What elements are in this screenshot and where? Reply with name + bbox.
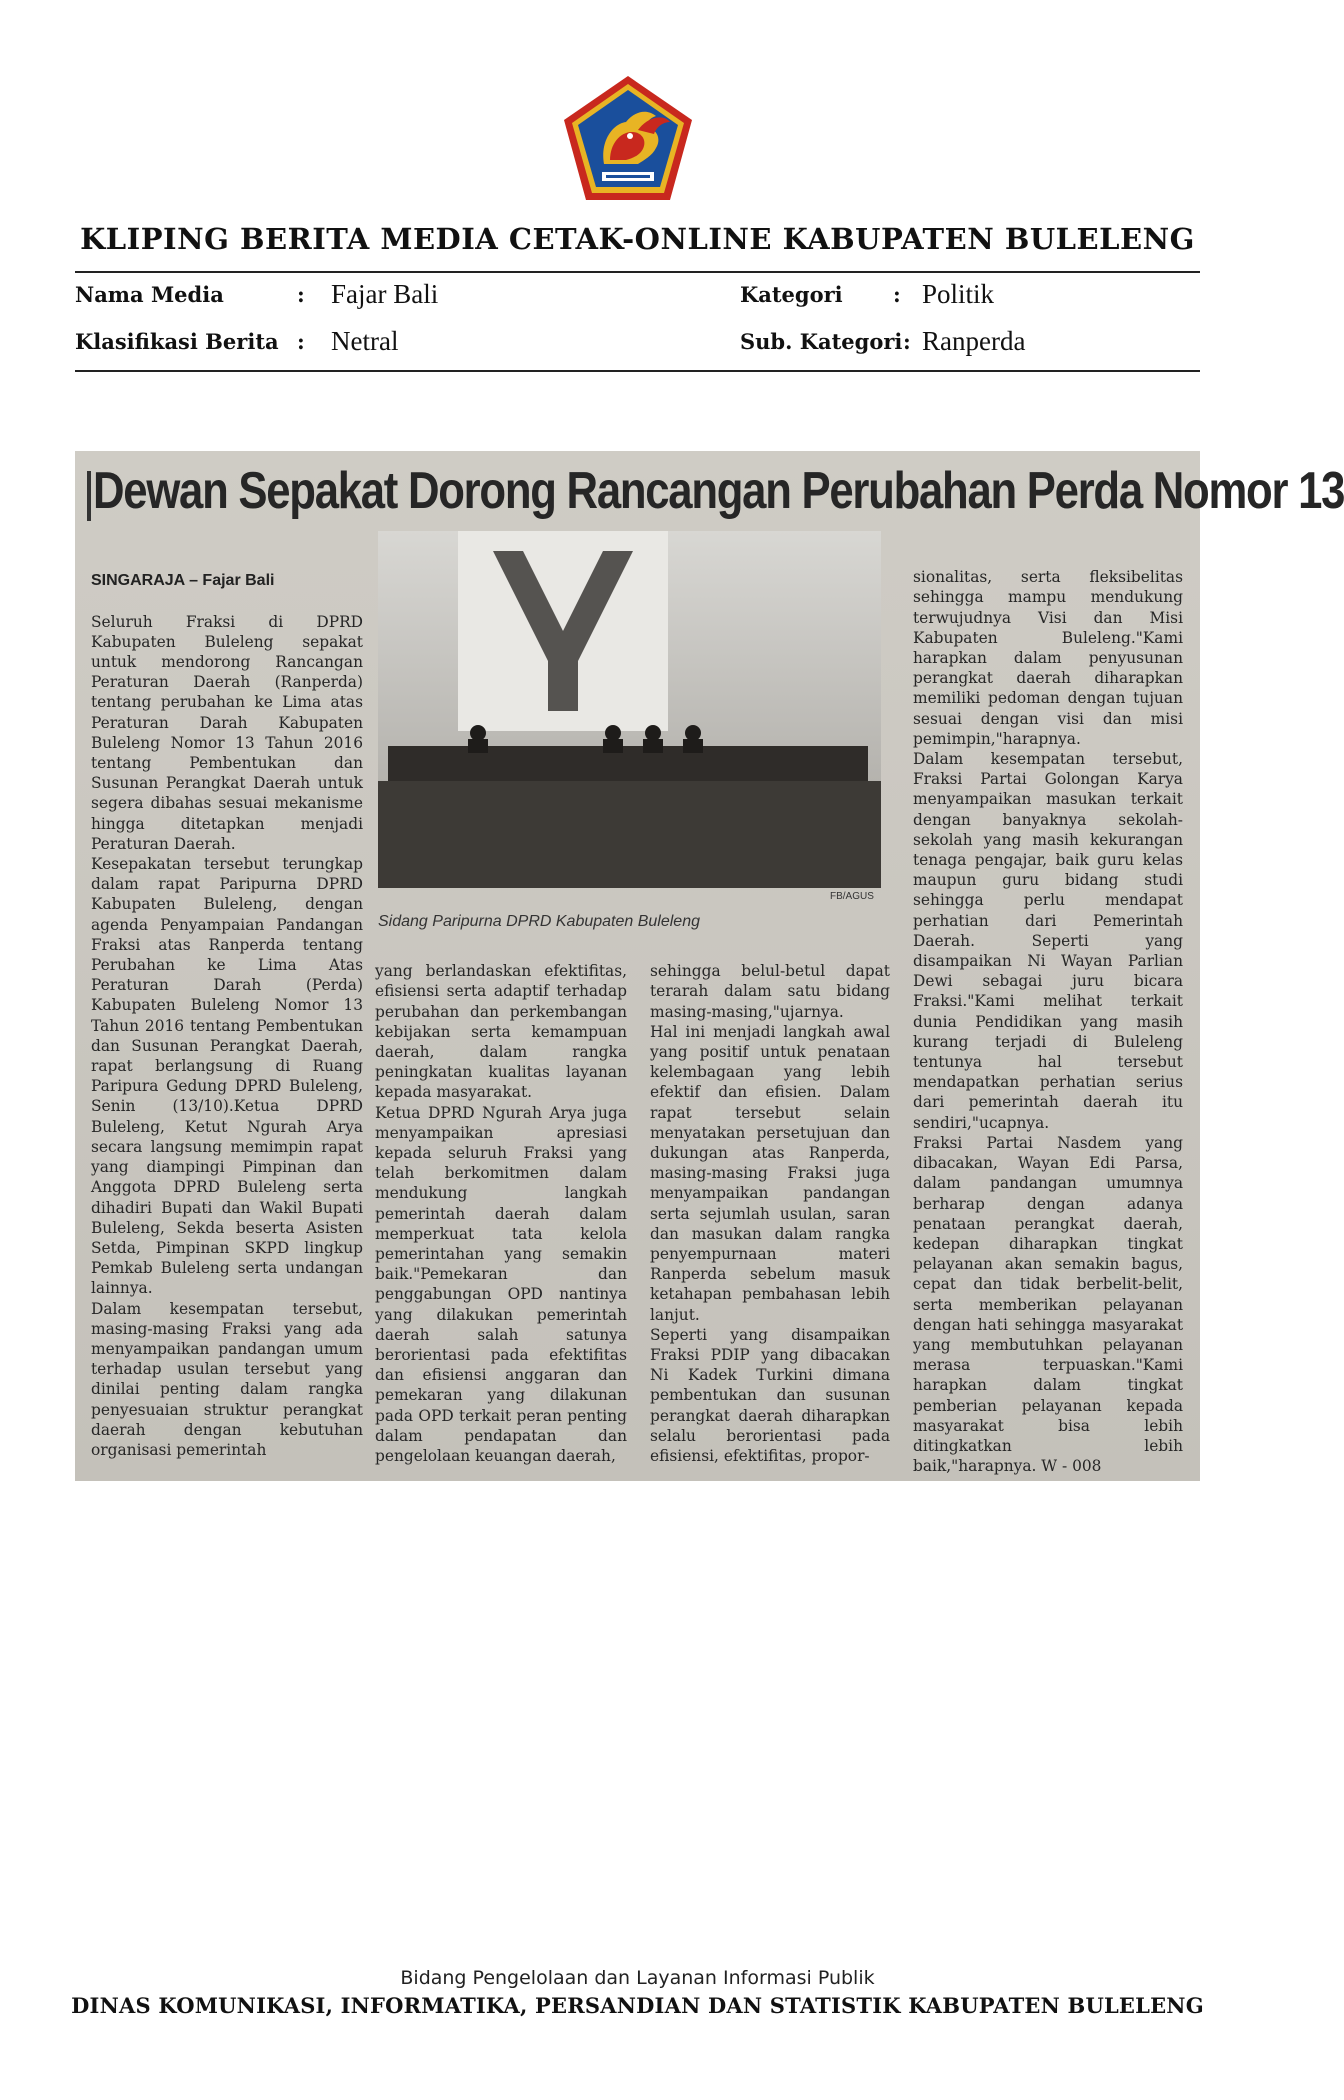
article-column-1-text: Seluruh Fraksi di DPRD Kabupaten Buleleng sepakat untuk mendorong Rancangan Peraturan Daerah (Ranperda) tentang perubahan ke Lima atas Peraturan Darah Kabupaten Buleleng Nomor 13 Tahun 2016 tentang Pembentukan dan Susunan Perangkat Daerah untuk segera dibahas sesuai mekanisme hingga ditetapkan menjadi Peraturan Daerah. Kesepakatan tersebut terungkap dalam rapat Paripurna DPRD Kabupaten Buleleng, dengan agenda Penyampaian Pandangan Fraksi atas Ranperda tentang Perubahan ke Lima Atas Peraturan Darah (Perda) Kabupaten Buleleng Nomor 13 Tahun 2016 tentang Pembentukan dan Susunan Perangkat Daerah, rapat berlangsung di Ruang Paripura Gedung DPRD Buleleng, Senin (13/10).Ketua DPRD Buleleng, Ketut Ngurah Arya secara langsung memimpin rapat yang diampingi Pimpinan dan Anggota DPRD Buleleng serta dihadiri Bupati dan Wakil Bupati Buleleng, Sekda beserta Asisten Setda, Pimpinan SKPD lingkup Pemkab Buleleng serta undangan lainnya. Dalam kesempatan tersebut, masing-masing Fraksi yang ada menyampaikan pandangan umum terhadap usulan tersebut yang dinilai penting dalam rangka penyesuaian struktur perangkat daerah dengan kebutuhan organisasi pemerintah [91, 612, 363, 1459]
meta-sub-kategori-value [922, 326, 1025, 357]
meta-colon: : [297, 282, 305, 307]
article-column-1 [91, 551, 363, 1476]
meta-sub-kategori-colon [903, 328, 911, 356]
meta-value: Netral [331, 326, 399, 356]
meta-nama-media [75, 281, 224, 309]
meta-sub-kategori [740, 328, 902, 356]
meta-label: Kategori [740, 282, 843, 307]
newspaper-clipping [75, 451, 1344, 1481]
article-headline: Dewan Sepakat Dorong Rancangan Perubahan Perda Nomor 13 [93, 462, 1344, 520]
article-photo [378, 531, 881, 888]
article-column-4 [913, 547, 1183, 1476]
meta-nama-media-value [331, 279, 438, 310]
meta-value: Politik [922, 279, 995, 309]
meta-kategori-colon [893, 281, 901, 309]
page-title: KLIPING BERITA MEDIA CETAK-ONLINE KABUPATEN BULELENG [80, 222, 1195, 256]
singa-ambara-raja-logo [560, 72, 696, 204]
meta-kategori [740, 281, 843, 309]
meta-klasifikasi [75, 328, 279, 356]
photo-credit: FB/AGUS [830, 891, 874, 902]
article-column-3 [650, 941, 890, 1476]
article-column-2-text: yang berlandaskan efektifitas, efisiensi serta adaptif terhadap perubahan dan perkembangan kebijakan serta kemampuan daerah, dalam rangka peningkatan kualitas layanan kepada masyarakat. Ketua DPRD Ngurah Arya juga menyampaikan apresiasi kepada seluruh Fraksi yang telah berkomitmen dalam mendukung langkah pemerintah daerah dalam memperkuat tata kelola pemerintahan yang semakin baik."Pemekaran dan penggabungan OPD nantinya yang dilakukan pemerintah daerah salah satunya berorientasi pada efektifitas dan efisiensi anggaran dan pemekaran yang dilakunan pada OPD terkait peran penting dalam pendapatan dan pengelolaan keuangan daerah, [375, 962, 627, 1466]
meta-nama-media-colon [297, 281, 305, 309]
photo-caption: Sidang Paripurna DPRD Kabupaten Buleleng [378, 913, 700, 930]
photo-floor [378, 781, 881, 888]
meta-klasifikasi-value [331, 326, 398, 357]
photo-people [438, 723, 818, 753]
footer-subtitle: Bidang Pengelolaan dan Layanan Informasi Publik [400, 1967, 875, 1989]
meta-colon: : [903, 329, 911, 354]
meta-klasifikasi-colon [297, 328, 305, 356]
article-column-2 [375, 941, 627, 1476]
photo-emblem [493, 551, 633, 711]
meta-label: Klasifikasi Berita [75, 329, 279, 354]
header-rule-bottom [75, 370, 1200, 372]
article-byline: SINGARAJA – Fajar Bali [91, 572, 275, 590]
footer-title: DINAS KOMUNIKASI, INFORMATIKA, PERSANDIAN DAN STATISTIK KABUPATEN BULELENG [71, 1993, 1204, 2018]
header-rule-top [75, 271, 1200, 273]
meta-label: Nama Media [75, 282, 224, 307]
article-column-3-text: sehingga belul-betul dapat terarah dalam satu bidang masing-masing,"ujarnya. Hal ini menjadi langkah awal yang positif untuk penataan kelembagaan yang lebih efektif dan efisien. Dalam rapat tersebut selain menyatakan persetujuan dan dukungan atas Ranperda, masing-masing Fraksi juga menyampaikan pandangan serta sejumlah usulan, saran dan masukan dalam rangka penyempurnaan materi Ranperda sebelum masuk ketahapan pembahasan lebih lanjut. Seperti yang disampaikan Fraksi PDIP yang dibacakan Ni Kadek Turkini dimana pembentukan dan susunan perangkat daerah diharapkan selalu berorientasi pada efisiensi, efektifitas, propor- [650, 962, 890, 1466]
meta-colon: : [297, 329, 305, 354]
meta-colon: : [893, 282, 901, 307]
meta-value: Fajar Bali [331, 279, 439, 309]
meta-value: Ranperda [922, 326, 1026, 356]
meta-label: Sub. Kategori [740, 329, 903, 354]
meta-kategori-value [922, 279, 994, 310]
article-column-4-text: sionalitas, serta fleksibelitas sehingga mampu mendukung terwujudnya Visi dan Misi Kabupaten Buleleng."Kami harapkan dalam penyusunan perangkat daerah diharapkan memiliki pedoman dengan tujuan sesuai dengan visi dan misi pemimpin,"harapnya. Dalam kesempatan tersebut, Fraksi Partai Golongan Karya menyampaikan masukan terkait dengan banyaknya sekolah-sekolah yang masih kekurangan tenaga pengajar, baik guru kelas maupun guru bidang studi sehingga perlu mendapat perhatian dari Pemerintah Daerah. Seperti yang disampaikan Ni Wayan Parlian Dewi sebagai juru bicara Fraksi."Kami melihat terkait dunia Pendidikan yang masih kurang terjadi di Buleleng tentunya hal tersebut mendapatkan perhatian serius dari pemerintah daerah itu sendiri,"ucapnya. Fraksi Partai Nasdem yang dibacakan, Wayan Edi Parsa, dalam pandangan umumnya berharap dengan adanya penataan perangkat daerah, kedepan diharapkan tingkat pelayanan akan semakin bagus, cepat dan tidak berbelit-belit, serta memberikan pelayanan dengan hati sehingga masyarakat yang membutuhkan pelayanan merasa terpuaskan."Kami harapkan dalam tingkat pemberian pelayanan kepada masyarakat bisa lebih ditingkatkan lebih baik,"harapnya. W - 008 [913, 568, 1183, 1476]
headline-bar [87, 471, 91, 521]
